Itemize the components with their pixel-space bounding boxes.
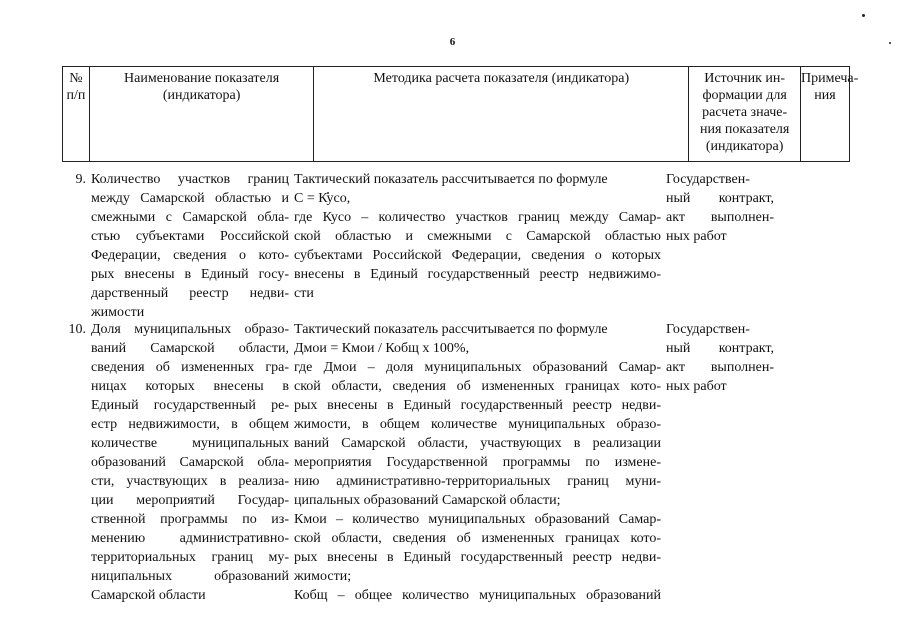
header-source-line: Источник ин- — [704, 71, 786, 86]
method-line: Дмои = Кмои / Кобщ х 100%, — [294, 341, 470, 356]
header-source-line: ния показателя — [699, 122, 790, 137]
indicator-name-line: ции мероприятий Государ- — [91, 493, 289, 508]
header-note — [801, 67, 859, 161]
table-header — [62, 66, 859, 162]
indicator-name-line: Единый государственный ре- — [91, 398, 289, 413]
page-number: 6 — [449, 36, 456, 48]
method-line: внесены в Единый государственный реестр недвижимо- — [294, 267, 661, 282]
header-name-line: Наименование показателя — [124, 71, 280, 86]
header-name — [90, 67, 314, 161]
scan-speck — [889, 42, 891, 44]
method-line: субъектами Российской Федерации, сведения о которых — [294, 248, 661, 263]
indicator-name-line: ственной программы по из- — [91, 512, 289, 527]
header-num — [63, 67, 90, 161]
indicator-name-line: между Самарской областью и — [91, 191, 289, 206]
header-num-line: п/п — [66, 88, 86, 103]
source-line: ный контракт, — [666, 191, 774, 206]
method-line: Кобщ – общее количество муниципальных образований — [294, 588, 661, 603]
indicator-name — [91, 170, 289, 322]
data-source — [666, 170, 774, 246]
source-line: акт выполнен- — [666, 360, 774, 375]
indicator-name-line: рых внесены в Единый госу- — [91, 267, 289, 282]
indicator-name-line: дарственный реестр недви- — [91, 286, 289, 301]
indicator-name-line: количестве муниципальных — [91, 436, 289, 451]
method-line: ской области, сведения об измененных границах кото- — [294, 531, 661, 546]
method-line: где Дмои – доля муниципальных образований Самар- — [294, 360, 661, 375]
method-line: мероприятия Государственной программы по измене- — [294, 455, 661, 470]
scan-speck — [862, 14, 865, 17]
header-name-line: (индикатора) — [162, 88, 241, 103]
header-note-line: ния — [814, 88, 836, 103]
method-line: Тактический показатель рассчитывается по формуле — [294, 322, 608, 337]
indicator-name-line: Федерации, сведения о кото- — [91, 248, 289, 263]
method-line: С = Кусо, — [294, 191, 351, 206]
data-source — [666, 320, 774, 396]
source-line: Государствен- — [666, 172, 750, 187]
method-line: Кмои – количество муниципальных образований Самар- — [294, 512, 661, 527]
method-line: где Кусо – количество участков границ между Самар- — [294, 210, 661, 225]
indicator-name-line: Доля муниципальных образо- — [91, 322, 289, 337]
method-line: жимости; — [294, 569, 352, 584]
header-method — [314, 67, 689, 161]
indicator-name-line: Количество участков границ — [91, 172, 289, 187]
source-line: акт выполнен- — [666, 210, 774, 225]
method-line: ской области, сведения об измененных границах кото- — [294, 379, 661, 394]
method-line: нию административно-территориальных границ муни- — [294, 474, 661, 489]
method-line: ской областью и смежными с Самарской областью — [294, 229, 661, 244]
indicator-name-line: Самарской области — [91, 588, 206, 603]
method-line: Тактический показатель рассчитывается по формуле — [294, 172, 608, 187]
method-line: рых внесены в Единый государственный реестр недви- — [294, 550, 661, 565]
calculation-method — [294, 170, 661, 303]
method-line: сти — [294, 286, 314, 301]
indicator-name-line: смежными с Самарской обла- — [91, 210, 289, 225]
row-number: 10. — [68, 322, 86, 337]
row-number: 9. — [75, 172, 86, 187]
header-source-line: (индикатора) — [705, 139, 784, 154]
indicator-name-line: территориальных границ му- — [91, 550, 289, 565]
header-method-line: Методика расчета показателя (индикатора) — [373, 71, 630, 86]
indicator-name-line: сти, участвующих в реализа- — [91, 474, 289, 489]
header-note-line: Примеча- — [801, 71, 859, 86]
source-line: Государствен- — [666, 322, 750, 337]
indicator-name-line: стью субъектами Российской — [91, 229, 289, 244]
indicator-name-line: ваний Самарской области, — [91, 341, 289, 356]
indicator-name-line: образований Самарской обла- — [91, 455, 289, 470]
header-num-line: № — [69, 71, 83, 86]
indicator-name — [91, 320, 289, 605]
header-source-line: формации для — [702, 88, 787, 103]
indicator-name-line: жимости — [91, 305, 145, 320]
source-line: ных работ — [666, 229, 727, 244]
method-line: ваний Самарской области, участвующих в реализации — [294, 436, 661, 451]
indicator-name-line: менению административно- — [91, 531, 289, 546]
source-line: ный контракт, — [666, 341, 774, 356]
method-line: рых внесены в Единый государственный реестр недви- — [294, 398, 661, 413]
indicator-name-line: сведения об измененных гра- — [91, 360, 289, 375]
header-source — [689, 67, 801, 161]
header-source-line: расчета значе- — [702, 105, 788, 120]
indicator-name-line: ницах которых внесены в — [91, 379, 289, 394]
indicator-name-line: ниципальных образований — [91, 569, 289, 584]
source-line: ных работ — [666, 379, 727, 394]
method-line: жимости, в общем количестве муниципальных образо- — [294, 417, 661, 432]
method-line: ципальных образований Самарской области; — [294, 493, 561, 508]
indicator-name-line: естр недвижимости, в общем — [91, 417, 289, 432]
calculation-method — [294, 320, 661, 605]
